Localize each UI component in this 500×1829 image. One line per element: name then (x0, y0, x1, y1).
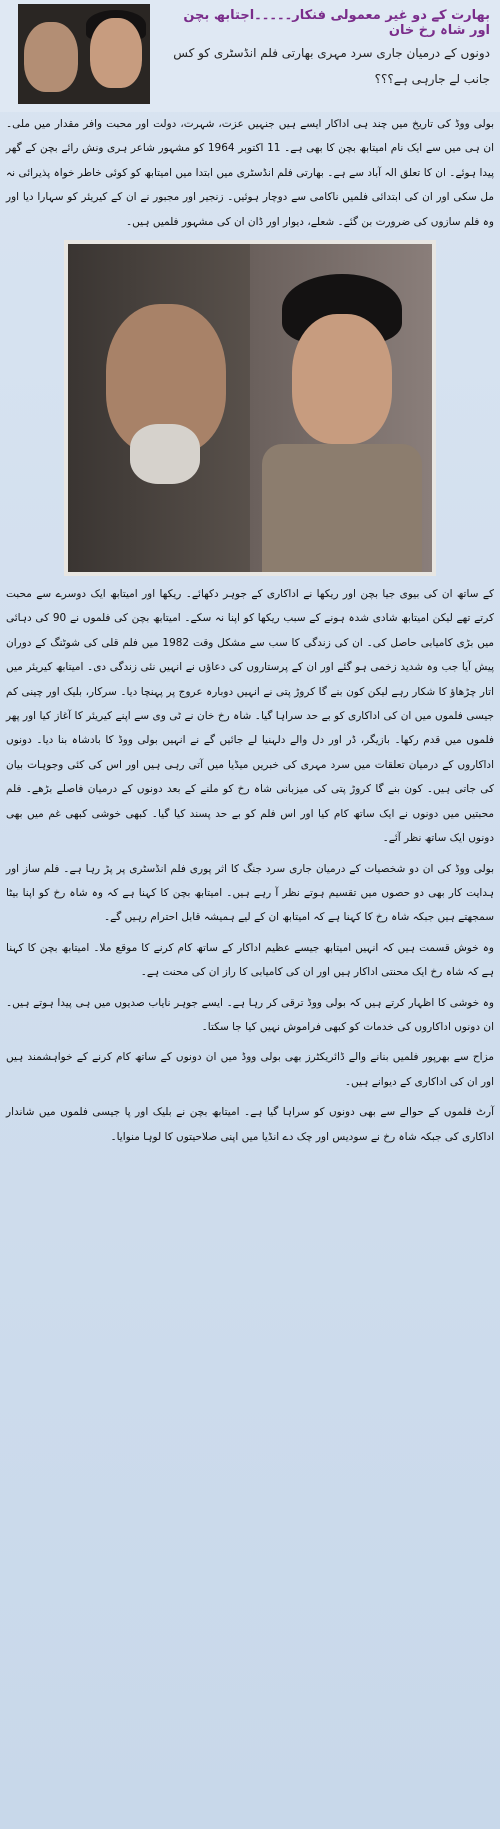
header-thumbnail-image (18, 4, 150, 104)
article-paragraph: بولی ووڈ کی ان دو شخصیات کے درمیان جاری سرد جنگ کا اثر پوری فلم انڈسٹری پر پڑ رہا ہے۔ فلم ساز اور ہدایت کار بھی دو حصوں میں تقسیم ہوتے نظر آ رہے ہیں۔ امیتابھ بچن کا کہنا ہے کہ وہ شاہ رخ کو اپنا بیٹا سمجھتے ہیں جبکہ شاہ رخ کا کہنا ہے کہ امیتابھ ان کے لیے ہمیشہ قابل احترام رہیں گے۔ (6, 862, 494, 924)
article-paragraph: کے ساتھ ان کی بیوی جیا بچن اور ریکھا نے اداکاری کے جوہر دکھائے۔ ریکھا اور امیتابھ ایک دوسرے سے محبت کرتے تھے لیکن امیتابھ شادی شدہ ہونے کے سبب ریکھا کو اپنا نہ سکے۔ امیتابھ بچن کی فلموں نے 90 کی دہائی میں بڑی کامیابی حاصل کی۔ ان کی زندگی کا سب سے مشکل وقت 1982 میں فلم قلی کی شوٹنگ کے دوران پیش آیا جب وہ شدید زخمی ہو گئے اور ان کے پرستاروں کی دعاؤں نے انہیں نئی زندگی دی۔ امیتابھ کیریئر میں اتار چڑھاؤ کا شکار رہے لیکن کون بنے گا کروڑ پتی نے انہیں دوبارہ عروج پر پہنچا دیا۔ سرکار، بلیک اور چینی کم جیسی فلموں میں ان کی اداکاری کو بے حد سراہا گیا۔ شاہ رخ خان نے ٹی وی سے اپنے کیریئر کا آغاز کیا اور پھر فلموں میں قدم رکھا۔ بازیگر، ڈر اور دل والے دلہنیا لے جائیں گے نے انہیں بولی ووڈ کا بادشاہ بنا دیا۔ دونوں اداکاروں کے درمیان تعلقات میں سرد مہری کی خبریں میڈیا میں آتی رہی ہیں اور اس کی کئی وجوہات بیان کی جاتی ہیں۔ کون بنے گا کروڑ پتی کی میزبانی شاہ رخ کو ملنے کے بعد دونوں کے درمیان فاصلے بڑھے۔ فلم محبتیں میں دونوں نے ایک ساتھ کام کیا اور اس فلم کو بے حد پسند کیا گیا۔ کبھی خوشی کبھی غم میں بھی دونوں ایک ساتھ نظر آئے۔ (6, 588, 494, 845)
article-subtitle: دونوں کے درمیان جاری سرد مہری بھارتی فلم انڈسٹری کو کس جانب لے جارہی ہے؟؟؟ (173, 46, 490, 86)
article-paragraph: وہ خوشی کا اظہار کرتے ہیں کہ بولی ووڈ ترقی کر رہا ہے۔ ایسے جوہر نایاب صدیوں میں ہی پیدا ہوتے ہیں۔ ان دونوں اداکاروں کی خدمات کو کبھی فراموش نہیں کیا جا سکتا۔ (6, 996, 494, 1033)
article-title: بھارت کے دو غیر معمولی فنکار۔۔۔۔۔اجتابھ بچن اور شاہ رخ خان (183, 8, 490, 38)
article-header (0, 0, 500, 112)
article-paragraph: بولی ووڈ کی تاریخ میں چند ہی اداکار ایسے ہیں جنہیں عزت، شہرت، دولت اور محبت وافر مقدار میں ملی۔ ان ہی میں سے ایک نام امیتابھ بچن کا بھی ہے۔ 11 اکتوبر 1964 کو مشہور شاعر ہری ونش رائے بچن کے گھر پیدا ہوئے۔ ان کا تعلق الہ آباد سے ہے۔ بھارتی فلم انڈسٹری میں ابتدا میں امیتابھ کو کوئی خاطر خواہ پذیرائی نہ مل سکی اور ان کی ابتدائی فلمیں ناکامی سے دوچار ہوئیں۔ زنجیر اور مجبور نے ان کے کیریئر کو سہارا دیا اور وہ فلم سازوں کی ضرورت بن گئے۔ شعلے، دیوار اور ڈان ان کی مشہور فلمیں ہیں۔ (6, 118, 494, 228)
article-body (0, 112, 500, 1149)
article-paragraph: آرٹ فلموں کے حوالے سے بھی دونوں کو سراہا گیا ہے۔ امیتابھ بچن نے بلیک اور پا جیسی فلموں میں شاندار اداکاری کی جبکہ شاہ رخ نے سودیس اور چک دے انڈیا میں اپنی صلاحیتوں کا لوہا منوایا۔ (6, 1106, 494, 1143)
feature-photo (64, 240, 436, 576)
article-paragraph: وہ خوش قسمت ہیں کہ انہیں امیتابھ جیسے عظیم اداکار کے ساتھ کام کرنے کا موقع ملا۔ امیتابھ بچن کا کہنا ہے کہ شاہ رخ ایک محنتی اداکار ہیں اور ان کی کامیابی کا راز ان کی محنت ہے۔ (6, 941, 494, 979)
article-paragraph: مزاح سے بھرپور فلمیں بنانے والے ڈائریکٹرز بھی بولی ووڈ میں ان دونوں کے ساتھ کام کرنے کے خواہشمند ہیں اور ان کی اداکاری کے دیوانے ہیں۔ (6, 1051, 494, 1088)
